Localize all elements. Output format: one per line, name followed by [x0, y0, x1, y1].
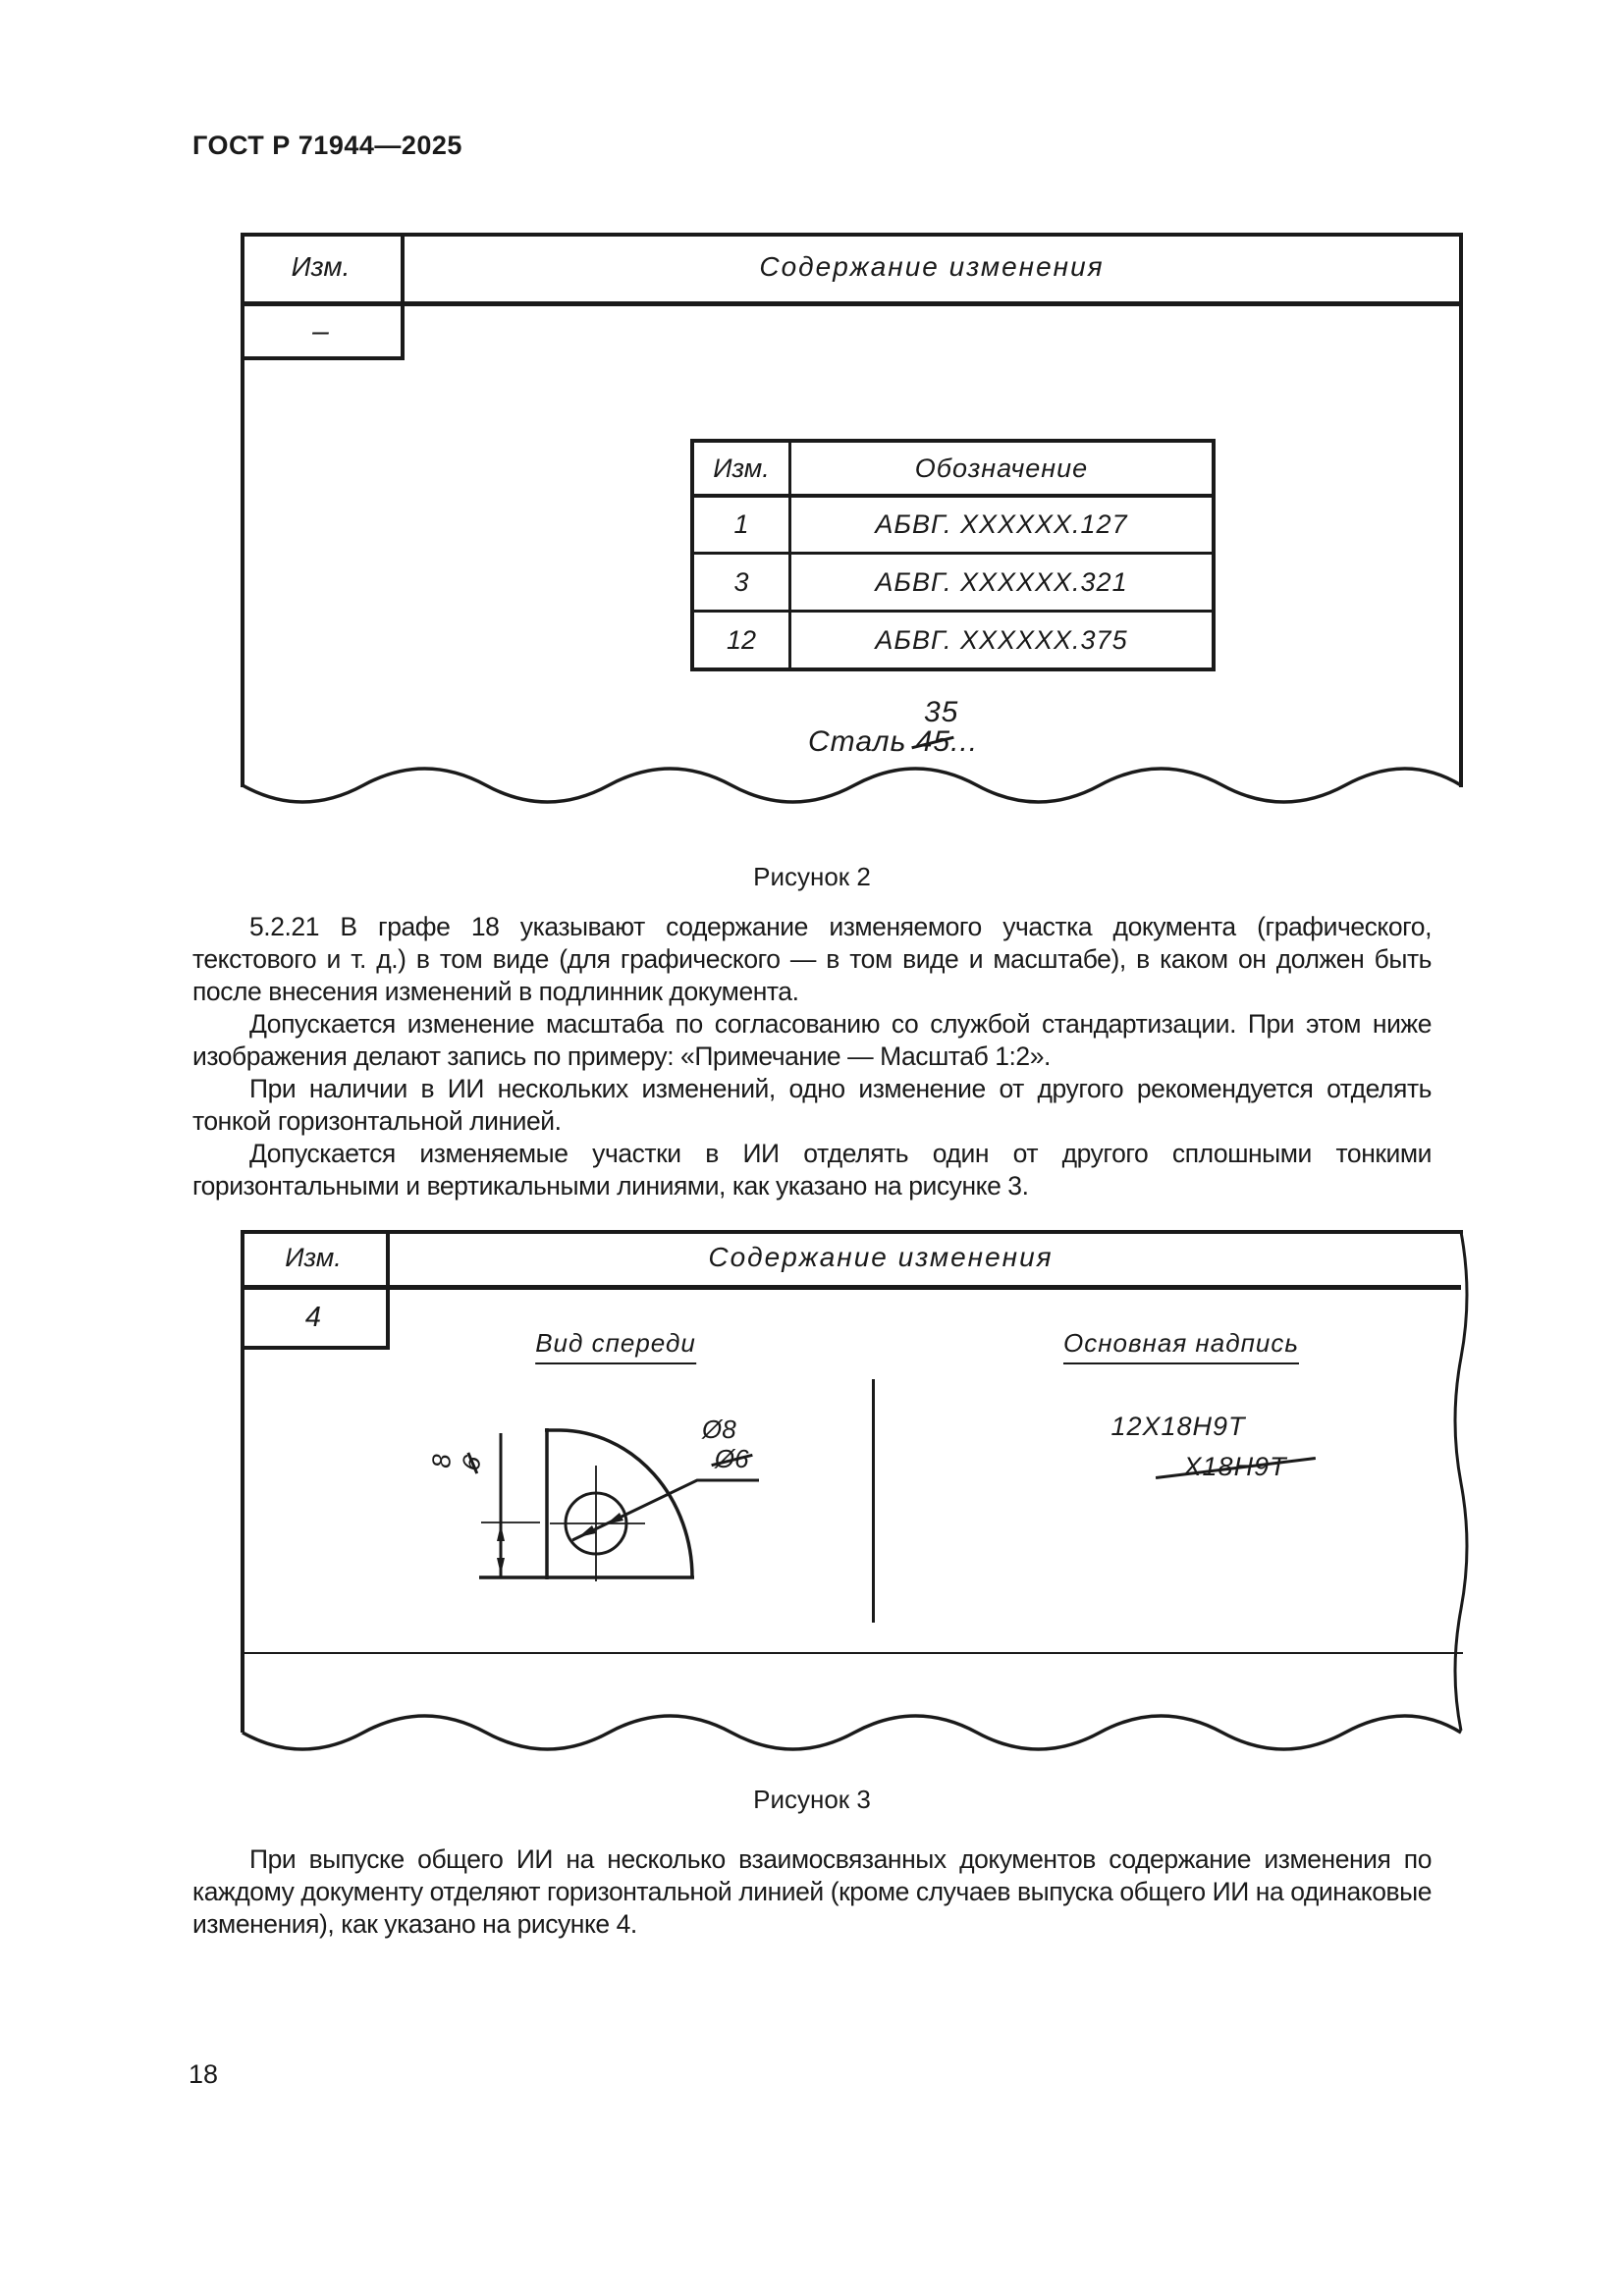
standard-code-header: ГОСТ Р 71944—2025 [192, 131, 462, 160]
front-view-sketch [241, 1230, 1006, 1652]
figure2-content-header-cell: Содержание изменения [759, 251, 1105, 282]
figure2-mark-cell-bottom-border [241, 356, 405, 360]
material-old-value: Х18Н9Т [1183, 1452, 1287, 1481]
figure-3-drawing [241, 1230, 1463, 1765]
figure3-torn-right-edge [1449, 1230, 1473, 1733]
front-view-title: Вид спереди [535, 1328, 696, 1364]
title-block-title: Основная надпись [1063, 1328, 1299, 1364]
figure2-torn-edge-wave [241, 761, 1463, 820]
table-row-izm: 12 [726, 624, 757, 655]
dimension-new-value: 8 [426, 1454, 457, 1468]
dimension-old-value: 6 [455, 1452, 488, 1474]
steel-note-new-value: 35 [924, 696, 959, 728]
table-row-izm: 1 [733, 509, 749, 539]
figure3-content-header-cell: Содержание изменения [708, 1242, 1054, 1272]
paragraph-separation-lines: Допускается изменяемые участки в ИИ отделять один от другого сплошными тонкими горизонтальными и вертикальными линиями, как указано на рисунке 3. [192, 1139, 1432, 1201]
table-row-izm: 3 [733, 566, 749, 597]
diameter-new-value: Ø8 [702, 1415, 736, 1444]
paragraph-5-2-21: 5.2.21 В графе 18 указывают содержание изменяемого участка документа (графического, текстового и т. д.) в том виде (для графического — в том виде и масштабе), в каком он должен быть после внесения изменений в подлинник документа. [192, 912, 1432, 1006]
table-row-designation: АБВГ. ХХХХХХ.321 [875, 566, 1128, 597]
figure3-izm-header-cell: Изм. [285, 1242, 342, 1272]
inner-table-designation-header: Обозначение [914, 453, 1089, 483]
body-text-block [192, 911, 1432, 1202]
table-row-designation: АБВГ. ХХХХХХ.127 [875, 509, 1128, 539]
figure3-caption: Рисунок 3 [753, 1785, 871, 1814]
inner-table-izm-header: Изм. [713, 453, 770, 483]
paragraph-scale: Допускается изменение масштаба по согласованию со службой стандартизации. При этом ниже изображения делают запись по примеру: «Примечание — Масштаб 1:2». [192, 1009, 1432, 1071]
steel-note-suffix: ... [950, 725, 979, 758]
figure-2-drawing [241, 233, 1463, 807]
figure2-change-mark-cell: – [312, 314, 329, 347]
paragraph-common-ii: При выпуске общего ИИ на несколько взаимосвязанных документов содержание изменения по каждому документу отделяют горизонтальной линией (кроме случаев выпуска общего ИИ на одинаковые изменения), как указано на рисунке 4. [192, 1844, 1432, 1939]
material-new-value: 12Х18Н9Т [1110, 1412, 1246, 1441]
figure3-change-number-cell: 4 [304, 1302, 322, 1333]
page-number: 18 [189, 2059, 219, 2089]
figure2-inner-table [690, 439, 1216, 671]
figure2-mark-cell-right-border [401, 306, 405, 360]
figure3-torn-edge-wave [241, 1708, 1463, 1767]
figure2-right-border [1459, 233, 1463, 787]
figure2-header-separator [241, 301, 1463, 306]
steel-note [808, 696, 979, 759]
closing-text-block [192, 1843, 1432, 1941]
figure2-caption: Рисунок 2 [753, 862, 871, 891]
steel-note-prefix: Сталь [808, 725, 916, 758]
steel-note-old-value: 45 [915, 725, 951, 758]
figure3-bottom-separator [241, 1652, 1463, 1654]
paragraph-several-changes: При наличии в ИИ нескольких изменений, одно изменение от другого рекомендуется отделять тонкой горизонтальной линией. [192, 1074, 1432, 1136]
table-row-designation: АБВГ. ХХХХХХ.375 [875, 624, 1128, 655]
diameter-old-value: Ø6 [714, 1444, 749, 1473]
figure2-izm-header-cell: Изм. [291, 251, 351, 282]
